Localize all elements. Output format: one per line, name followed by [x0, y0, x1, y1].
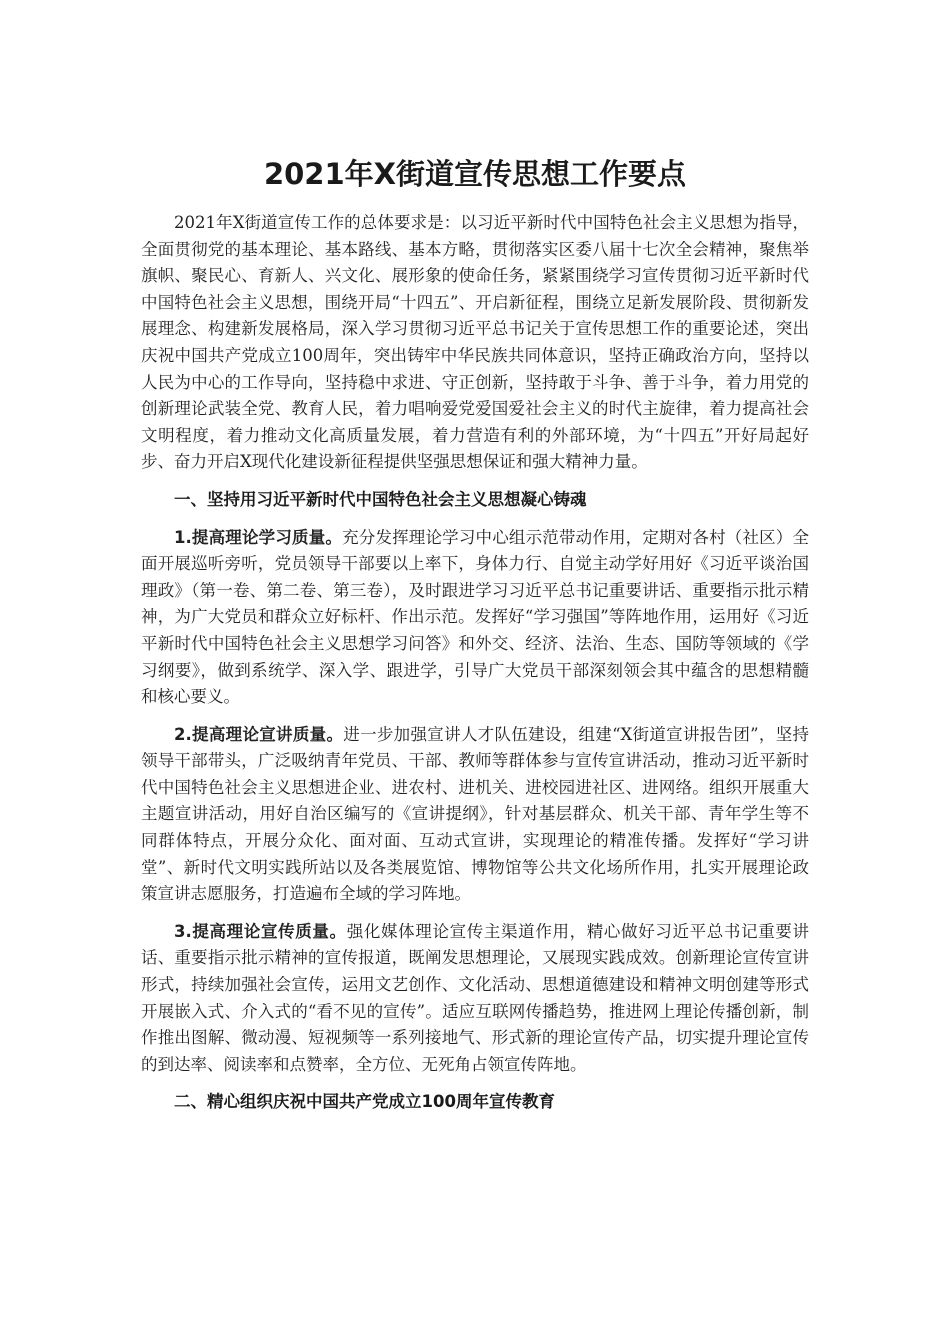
- item-lead-2: 2.提高理论宣讲质量。: [174, 724, 344, 744]
- section-heading-1: 一、坚持用习近平新时代中国特色社会主义思想凝心铸魂: [174, 489, 587, 509]
- item-lead-3: 3.提高理论宣传质量。: [174, 921, 347, 941]
- item-paragraph-3: [141, 919, 809, 1079]
- document-body: [141, 210, 809, 1127]
- item-paragraph-1: [141, 525, 809, 711]
- item-paragraph-2: [141, 722, 809, 908]
- item-body-2: 进一步加强宣讲人才队伍建设，组建“X街道宣讲报告团”，坚持领导干部带头，广泛吸纳青年党员、干部、教师等群体参与宣传宣讲活动，推动习近平新时代中国特色社会主义思想进企业、进农村、进机关、进校园进社区、进网络。组织开展重大主题宣讲活动，用好自治区编写的《宣讲提纲》，针对基层群众、机关干部、青年学生等不同群体特点，开展分众化、面对面、互动式宣讲，实现理论的精准传播。发挥好“学习讲堂”、新时代文明实践所站以及各类展览馆、博物馆等公共文化场所作用，扎实开展理论政策宣讲志愿服务，打造遍布全域的学习阵地。: [141, 724, 810, 904]
- item-body-1: 充分发挥理论学习中心组示范带动作用，定期对各村（社区）全面开展巡听旁听，党员领导干部要以上率下，身体力行、自觉主动学好用好《习近平谈治国理政》（第一卷、第二卷、第三卷），及时跟进学习习近平总书记重要讲话、重要指示批示精神，为广大党员和群众立好标杆、作出示范。发挥好“学习强国”等阵地作用，运用好《习近平新时代中国特色社会主义思想学习问答》和外交、经济、法治、生态、国防等领域的《学习纲要》，做到系统学、深入学、跟进学，引导广大党员干部深刻领会其中蕴含的思想精髓和核心要义。: [141, 527, 810, 707]
- item-lead-1: 1.提高理论学习质量。: [174, 527, 343, 547]
- section-heading-2: 二、精心组织庆祝中国共产党成立100周年宣传教育: [174, 1092, 555, 1112]
- item-body-3: 强化媒体理论宣传主渠道作用，精心做好习近平总书记重要讲话、重要指示批示精神的宣传报道，既阐发思想理论，又展现实践成效。创新理论宣传宣讲形式，持续加强社会宣传，运用文艺创作、文化活动、思想道德建设和精神文明创建等形式开展嵌入式、介入式的“看不见的宣传”。适应互联网传播趋势，推进网上理论传播创新，制作推出图解、微动漫、短视频等一系列接地气、形式新的理论宣传产品，切实提升理论宣传的到达率、阅读率和点赞率，全方位、无死角占领宣传阵地。: [141, 921, 810, 1074]
- document-title: 2021年X街道宣传思想工作要点: [263, 157, 687, 191]
- intro-paragraph: 2021年X街道宣传工作的总体要求是：以习近平新时代中国特色社会主义思想为指导，全面贯彻党的基本理论、基本路线、基本方略，贯彻落实区委八届十七次全会精神，聚焦举旗帜、聚民心、育新人、兴文化、展形象的使命任务，紧紧围绕学习宣传贯彻习近平新时代中国特色社会主义思想，围绕开局“十四五”、开启新征程，围绕立足新发展阶段、贯彻新发展理念、构建新发展格局，深入学习贯彻习近平总书记关于宣传思想工作的重要论述，突出庆祝中国共产党成立100周年，突出铸牢中华民族共同体意识，坚持正确政治方向，坚持以人民为中心的工作导向，坚持稳中求进、守正创新，坚持敢于斗争、善于斗争，着力用党的创新理论武装全党、教育人民，着力唱响爱党爱国爱社会主义的时代主旋律，着力提高社会文明程度，着力推动文化高质量发展，着力营造有利的外部环境，为“十四五”开好局起好步、奋力开启X现代化建设新征程提供坚强思想保证和强大精神力量。: [141, 213, 809, 472]
